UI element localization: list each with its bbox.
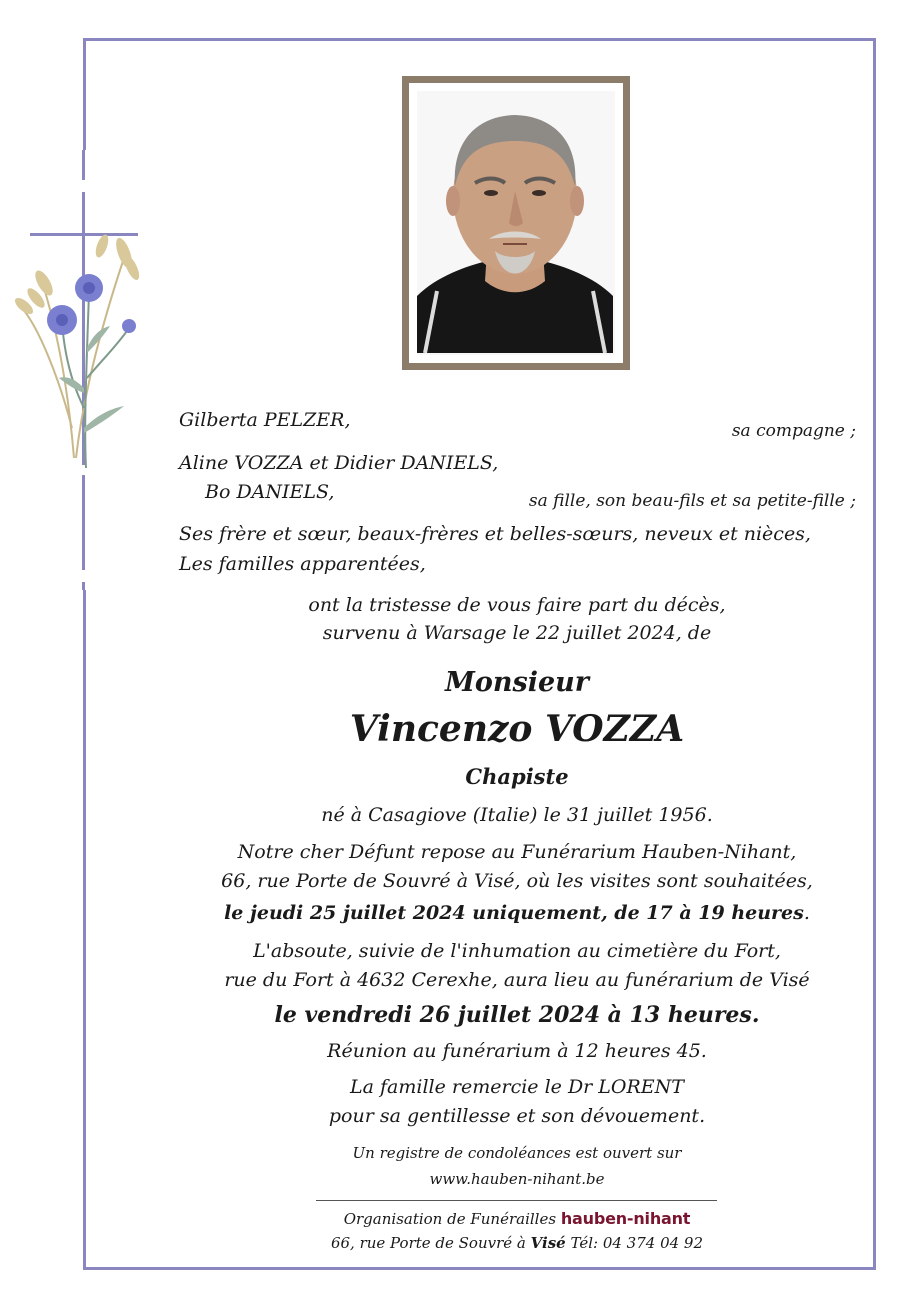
- brand-logo: hauben-nihant: [560, 1209, 691, 1228]
- ceremony-meeting: Réunion au funérarium à 12 heures 45.: [327, 1040, 707, 1062]
- deceased-name: Vincenzo VOZZA: [349, 708, 685, 750]
- footer-address-prefix: 66, rue Porte de Souvré à: [330, 1234, 526, 1252]
- visitation-line-1: Notre cher Défunt repose au Funérarium Hauben-Nihant,: [237, 841, 797, 863]
- portrait-frame: [402, 76, 630, 370]
- family-line-relatives: Les familles apparentées,: [179, 553, 426, 575]
- family-relation-partner: sa compagne ;: [731, 421, 856, 441]
- family-relation-daughter: sa fille, son beau-fils et sa petite-fille ;: [528, 491, 856, 511]
- ceremony-date: le vendredi 26 juillet 2024 à 13 heures.: [274, 1002, 760, 1028]
- deceased-occupation: Chapiste: [465, 764, 569, 789]
- thanks-line-2: pour sa gentillesse et son dévouement.: [328, 1105, 706, 1127]
- visitation-date-end: .: [803, 902, 810, 924]
- family-line-granddaughter: Bo DANIELS,: [205, 481, 335, 503]
- ceremony-line-2: rue du Fort à 4632 Cerexhe, aura lieu au funérarium de Visé: [224, 969, 810, 991]
- deceased-birth: né à Casagiove (Italie) le 31 juillet 1956.: [321, 804, 713, 826]
- thanks-line-1: La famille remercie le Dr LORENT: [350, 1076, 684, 1098]
- portrait-image: [417, 91, 613, 353]
- footer-organisation: [160, 1209, 874, 1228]
- announcement-line-2: survenu à Warsage le 22 juillet 2024, de: [322, 622, 712, 644]
- footer-org-label: Organisation de Funérailles: [343, 1210, 557, 1228]
- registry-url[interactable]: www.hauben-nihant.be: [429, 1170, 605, 1188]
- footer-address-city: Visé: [530, 1234, 566, 1252]
- visitation-date-bold: le jeudi 25 juillet 2024 uniquement, de 17 à 19 heures: [224, 902, 804, 924]
- visitation-line-2: 66, rue Porte de Souvré à Visé, où les visites sont souhaitées,: [221, 870, 813, 892]
- family-line-daughter: Aline VOZZA et Didier DANIELS,: [179, 452, 499, 474]
- portrait-photo: [417, 91, 615, 355]
- footer-phone: Tél: 04 374 04 92: [570, 1234, 704, 1252]
- announcement-line-1: ont la tristesse de vous faire part du décès,: [308, 594, 726, 616]
- cornflower-wheat-icon: [14, 228, 154, 478]
- registry-line: Un registre de condoléances est ouvert sur: [352, 1144, 682, 1162]
- ceremony-line-1: L'absoute, suivie de l'inhumation au cimetière du Fort,: [253, 940, 781, 962]
- family-line-siblings: Ses frère et sœur, beaux-frères et belles-sœurs, neveux et nièces,: [179, 523, 811, 545]
- footer-divider: [316, 1200, 717, 1201]
- visitation-date: [160, 902, 874, 924]
- deceased-title: Monsieur: [444, 667, 590, 698]
- family-line-partner: Gilberta PELZER,: [179, 409, 351, 431]
- footer-address: [160, 1234, 874, 1252]
